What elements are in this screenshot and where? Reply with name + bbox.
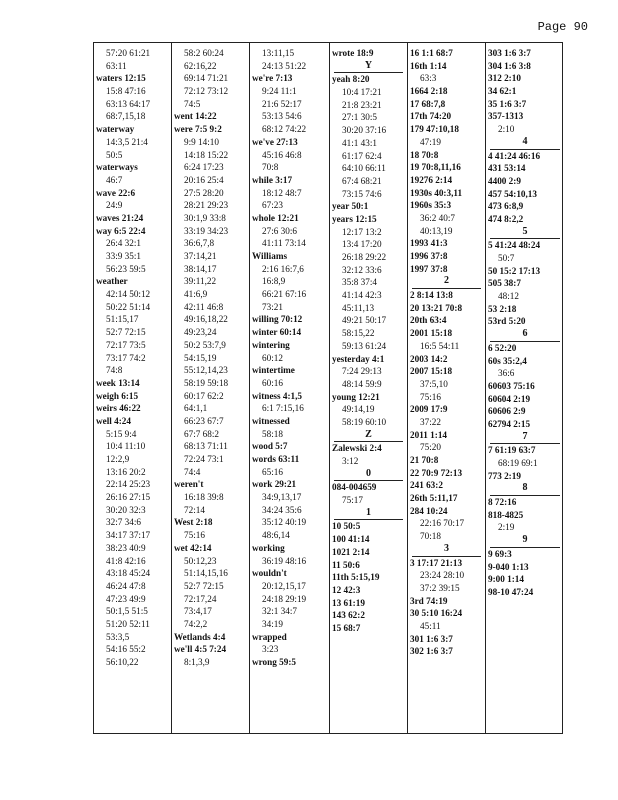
- index-page-ref: 37:22: [420, 416, 441, 427]
- index-headword: wood 5:7: [252, 441, 288, 452]
- index-page-ref: 28:21 29:23: [184, 200, 229, 211]
- index-headword: 284 10:24: [410, 505, 448, 516]
- index-page-ref: 35:12 40:19: [262, 517, 307, 528]
- index-page-ref: 63:13 64:17: [106, 98, 151, 109]
- index-headword: 34 62:1: [488, 86, 517, 97]
- index-page-ref: 73:21: [262, 301, 283, 312]
- index-page-ref: 2:10: [498, 124, 515, 135]
- index-headword: 53rd 5:20: [488, 316, 526, 327]
- index-page-ref: 51:14,15,16: [184, 568, 228, 579]
- index-page-ref: 41:14 42:3: [342, 290, 382, 301]
- index-page-ref: 58:19 59:18: [184, 377, 229, 388]
- index-headword: willing 70:12: [252, 314, 303, 325]
- index-page-ref: 74:4: [184, 466, 201, 477]
- index-headword: 143 62:2: [332, 610, 365, 621]
- index-page-ref: 21:6 52:17: [262, 98, 302, 109]
- index-column-4: [329, 43, 407, 733]
- index-page-ref: 32:1 34:7: [262, 606, 297, 617]
- index-headword: Wetlands 4:4: [174, 631, 226, 642]
- index-headword: 1021 2:14: [332, 546, 370, 557]
- index-headword: waterways: [96, 162, 138, 173]
- index-headword: 16th 1:14: [410, 60, 447, 71]
- index-headword: weather: [96, 276, 128, 287]
- index-headword: weirs 46:22: [96, 403, 141, 414]
- index-page-ref: 54:16 55:2: [106, 644, 146, 655]
- index-headword: 818-4825: [488, 509, 524, 520]
- index-headword: words 63:11: [252, 454, 300, 464]
- index-headword: young 12:21: [332, 391, 380, 402]
- index-page-ref: 61:17 62:4: [342, 150, 382, 161]
- index-headword: 9-040 1:13: [488, 561, 529, 572]
- index-column-5: [407, 43, 485, 733]
- index-page-ref: 72:12 73:12: [184, 86, 229, 97]
- index-headword: 30 5:10 16:24: [410, 608, 463, 619]
- index-page-ref: 50:7: [498, 253, 515, 263]
- index-page-ref: 75:17: [342, 495, 363, 506]
- index-headword: wintering: [252, 339, 290, 350]
- index-headword: 3 17:17 21:13: [410, 557, 463, 568]
- index-headword: weren't: [174, 479, 204, 490]
- index-page-ref: 27:6 30:6: [262, 225, 297, 236]
- index-page-ref: 34:17 37:17: [106, 530, 151, 541]
- index-page-ref: 3:12: [342, 456, 359, 466]
- index-headword: went 14:22: [174, 111, 217, 122]
- index-page-ref: 39:11,22: [184, 276, 217, 287]
- index-headword: 9 69:3: [488, 548, 512, 559]
- index-page-ref: 37:5,10: [420, 378, 448, 389]
- index-page-ref: 37:14,21: [184, 251, 217, 261]
- index-page-ref: 20:12,15,17: [262, 580, 306, 591]
- index-page-ref: 42:14 50:12: [106, 289, 151, 300]
- index-page-ref: 49:16,18,22: [184, 314, 228, 325]
- index-page-ref: 41:11 73:14: [262, 238, 306, 249]
- index-headword: 16 1:1 68:7: [410, 48, 453, 58]
- index-headword: waves 21:24: [96, 212, 144, 223]
- index-headword: 35 1:6 3:7: [488, 98, 527, 109]
- index-page-ref: 6:24 17:23: [184, 162, 224, 173]
- index-page-ref: 58:2 60:24: [184, 48, 224, 58]
- index-page-ref: 27:1 30:5: [342, 112, 377, 123]
- index-section-letter: 0: [334, 468, 403, 482]
- index-headword: 20 13:21 70:8: [410, 302, 463, 313]
- index-headword: 9:00 1:14: [488, 574, 524, 585]
- index-page-ref: 8:1,3,9: [184, 657, 210, 667]
- index-headword: 1997 37:8: [410, 263, 448, 274]
- index-page-ref: 46:7: [106, 174, 123, 185]
- index-page-ref: 38:23 40:9: [106, 542, 146, 553]
- index-page-ref: 12:17 13:2: [342, 226, 382, 237]
- index-page-ref: 50:12,23: [184, 555, 217, 566]
- index-page-ref: 36:19 48:16: [262, 555, 307, 566]
- index-headword: 302 1:6 3:7: [410, 646, 453, 657]
- index-headword: 21 70:8: [410, 455, 439, 465]
- index-headword: witnessed: [252, 415, 290, 426]
- index-page-ref: 16:5 54:11: [420, 340, 460, 351]
- index-page-ref: 36:6: [498, 368, 515, 379]
- index-headword: 13 61:19: [332, 597, 365, 608]
- index-page-ref: 20:16 25:4: [184, 174, 224, 185]
- page-number: Page 90: [537, 20, 588, 34]
- index-page-ref: 66:23 67:7: [184, 415, 224, 426]
- index-page-ref: 57:20 61:21: [106, 48, 151, 58]
- index-headword: 50 15:2 17:13: [488, 265, 541, 276]
- index-page-ref: 38:14,17: [184, 263, 217, 274]
- index-headword: year 50:1: [332, 201, 369, 212]
- index-page-ref: 26:18 29:22: [342, 252, 387, 262]
- index-page-ref: 49:14,19: [342, 404, 375, 415]
- index-page-ref: 74:8: [106, 365, 123, 376]
- index-page-ref: 63:11: [106, 60, 127, 71]
- index-page-ref: 16:8,9: [262, 276, 286, 287]
- index-page-ref: 33:9 35:1: [106, 251, 141, 261]
- index-page-ref: 37:2 39:15: [420, 582, 460, 593]
- index-headword: 26th 5:11,17: [410, 493, 458, 504]
- index-headword: 4 41:24 46:16: [488, 150, 541, 161]
- index-page-ref: 41:8 42:16: [106, 555, 146, 566]
- index-page-ref: 74:5: [184, 98, 201, 109]
- index-page-ref: 47:19: [420, 136, 441, 147]
- index-headword: 773 2:19: [488, 470, 521, 481]
- index-headword: weigh 6:15: [96, 390, 139, 401]
- index-headword: 7 61:19 63:7: [488, 445, 536, 456]
- index-section-letter: 5: [490, 226, 560, 240]
- index-headword: Zalewski 2:4: [332, 443, 382, 454]
- index-page-ref: 46:24 47:8: [106, 580, 146, 591]
- index-page-ref: 9:9 14:10: [184, 136, 219, 147]
- index-page-ref: 75:16: [184, 530, 205, 541]
- index-page-ref: 51:15,17: [106, 314, 139, 325]
- index-page-ref: 50:5: [106, 149, 123, 160]
- index-headword: witness 4:1,5: [252, 390, 303, 401]
- index-page-ref: 2:16 16:7,6: [262, 263, 304, 274]
- index-headword: waterway: [96, 124, 135, 135]
- index-headword: years 12:15: [332, 213, 377, 224]
- index-page-ref: 10:4 17:21: [342, 87, 382, 98]
- index-headword: 1996 37:8: [410, 251, 448, 261]
- index-page-ref: 18:12 48:7: [262, 187, 302, 198]
- index-headword: 179 47:10,18: [410, 124, 459, 135]
- index-page-ref: 45:11,13: [342, 302, 375, 313]
- index-page-ref: 72:17 73:5: [106, 339, 146, 350]
- index-headword: while 3:17: [252, 174, 293, 185]
- index-page-ref: 26:4 32:1: [106, 238, 141, 249]
- index-headword: 303 1:6 3:7: [488, 48, 531, 58]
- index-page-ref: 52:7 72:15: [106, 327, 146, 338]
- index-headword: 98-10 47:24: [488, 586, 534, 597]
- index-headword: 4400 2:9: [488, 175, 521, 186]
- index-page-ref: 32:7 34:6: [106, 517, 141, 528]
- index-page-ref: 75:20: [420, 442, 441, 453]
- index-page-ref: 70:8: [262, 162, 279, 173]
- index-headword: 1930s 40:3,11: [410, 187, 463, 198]
- index-headword: we'll 4:5 7:24: [174, 644, 227, 655]
- index-page-ref: 30:20 37:16: [342, 125, 387, 136]
- index-headword: 084-004659: [332, 482, 377, 493]
- index-headword: 474 8:2,2: [488, 213, 524, 224]
- index-page-ref: 24:18 29:19: [262, 593, 307, 604]
- index-section-letter: Y: [334, 60, 403, 74]
- index-page-ref: 45:16 46:8: [262, 149, 302, 160]
- index-page-ref: 73:4,17: [184, 606, 212, 617]
- index-page-ref: 45:11: [420, 620, 441, 631]
- index-headword: winter 60:14: [252, 327, 302, 338]
- index-page-ref: 51:20 52:11: [106, 618, 150, 629]
- index-headword: wave 22:6: [96, 187, 136, 198]
- index-page-ref: 13:4 17:20: [342, 239, 382, 250]
- index-page-ref: 50:1,5 51:5: [106, 606, 148, 617]
- index-headword: 18 70:8: [410, 149, 439, 160]
- index-section-letter: 4: [490, 136, 560, 150]
- index-headword: 304 1:6 3:8: [488, 60, 531, 71]
- index-page-ref: 41:6,9: [184, 289, 208, 300]
- index-page-ref: 50:2 53:7,9: [184, 339, 226, 350]
- index-section-letter: 9: [490, 534, 560, 548]
- index-headword: 62794 2:15: [488, 418, 531, 429]
- index-page-ref: 64:1,1: [184, 403, 208, 414]
- index-headword: yesterday 4:1: [332, 353, 385, 364]
- index-headword: wrapped: [252, 631, 287, 642]
- index-page-ref: 60:16: [262, 377, 283, 388]
- index-page-ref: 75:16: [420, 391, 441, 402]
- index-section-letter: 8: [490, 482, 560, 496]
- index-headword: 312 2:10: [488, 73, 521, 84]
- index-headword: 20th 63:4: [410, 315, 447, 326]
- index-headword: work 29:21: [252, 479, 297, 490]
- index-page-ref: 69:14 71:21: [184, 73, 229, 84]
- index-page-ref: 10:4 11:10: [106, 441, 146, 452]
- index-page-ref: 66:21 67:16: [262, 289, 307, 300]
- index-page-ref: 23:24 28:10: [420, 570, 465, 581]
- index-headword: West 2:18: [174, 517, 213, 528]
- index-page-ref: 24:13 51:22: [262, 60, 307, 71]
- index-section-letter: 7: [490, 431, 560, 445]
- index-headword: 2001 15:18: [410, 328, 453, 339]
- index-headword: wrote 18:9: [332, 48, 374, 58]
- index-page-ref: 55:12,14,23: [184, 365, 228, 376]
- index-page-ref: 6:1 7:15,16: [262, 403, 304, 414]
- index-section-letter: 1: [334, 507, 403, 521]
- index-headword: 12 42:3: [332, 584, 361, 595]
- index-headword: 6 52:20: [488, 342, 517, 353]
- index-headword: 5 41:24 48:24: [488, 240, 541, 251]
- index-page-ref: 16:18 39:8: [184, 492, 224, 503]
- index-headword: 457 54:10,13: [488, 188, 537, 199]
- index-page-ref: 14:18 15:22: [184, 149, 229, 160]
- index-column-3: [249, 43, 329, 733]
- index-headword: were 7:5 9:2: [174, 124, 222, 135]
- index-page-ref: 60:12: [262, 352, 283, 363]
- index-headword: 2003 14:2: [410, 353, 448, 364]
- index-page-ref: 68:13 71:11: [184, 441, 228, 452]
- index-page-ref: 54:15,19: [184, 352, 217, 363]
- index-page-ref: 70:18: [420, 531, 441, 542]
- index-page-ref: 52:7 72:15: [184, 580, 224, 591]
- index-headword: wouldn't: [252, 568, 287, 579]
- index-page-ref: 13:11,15: [262, 48, 295, 58]
- index-page-ref: 60:17 62:2: [184, 390, 224, 401]
- index-headword: whole 12:21: [252, 212, 299, 223]
- index-section-letter: 2: [412, 275, 481, 289]
- index-page-ref: 72:14: [184, 504, 205, 515]
- index-page-ref: 36:6,7,8: [184, 238, 215, 249]
- index-column-2: [171, 43, 249, 733]
- index-page-ref: 56:10,22: [106, 657, 139, 667]
- index-headword: 2011 1:14: [410, 429, 448, 440]
- index-headword: 60606 2:9: [488, 406, 526, 417]
- index-headword: 22 70:9 72:13: [410, 467, 463, 478]
- index-page-ref: 41:1 43:1: [342, 137, 377, 148]
- index-page-ref: 48:12: [498, 291, 519, 302]
- index-page-ref: 33:19 34:23: [184, 225, 229, 236]
- index-headword: way 6:5 22:4: [96, 225, 146, 236]
- index-page-ref: 43:18 45:24: [106, 568, 151, 579]
- index-column-6: [485, 43, 564, 733]
- index-page-ref: 68:19 69:1: [498, 458, 538, 468]
- index-headword: we've 27:13: [252, 136, 298, 147]
- index-section-letter: 6: [490, 328, 560, 342]
- index-headword: Williams: [252, 251, 288, 261]
- index-page-ref: 49:23,24: [184, 327, 217, 338]
- index-page-ref: 34:24 35:6: [262, 504, 302, 515]
- index-page-ref: 62:16,22: [184, 60, 217, 71]
- index-page-ref: 35:8 37:4: [342, 277, 377, 288]
- index-page-ref: 26:16 27:15: [106, 492, 151, 503]
- index-page-ref: 24:9: [106, 200, 123, 211]
- index-headword: 10 50:5: [332, 521, 361, 532]
- index-headword: 19276 2:14: [410, 174, 453, 185]
- index-headword: waters 12:15: [96, 73, 146, 84]
- index-page-ref: 49:21 50:17: [342, 315, 387, 326]
- index-page-ref: 3:23: [262, 644, 279, 655]
- index-column-1: [94, 43, 171, 733]
- index-page-ref: 47:23 49:9: [106, 593, 146, 604]
- index-headword: 2009 17:9: [410, 404, 448, 415]
- index-headword: 505 38:7: [488, 278, 521, 289]
- index-page-ref: 58:18: [262, 428, 283, 439]
- index-page-ref: 5:15 9:4: [106, 428, 137, 439]
- index-headword: 8 72:16: [488, 497, 517, 508]
- index-page-ref: 42:11 46:8: [184, 301, 224, 312]
- index-headword: 2007 15:18: [410, 366, 453, 377]
- index-headword: 60603 75:16: [488, 380, 535, 391]
- index-page-ref: 72:17,24: [184, 593, 217, 604]
- index-page-ref: 65:16: [262, 466, 283, 477]
- index-page-ref: 12:2,9: [106, 454, 130, 464]
- index-page-ref: 58:15,22: [342, 328, 375, 339]
- index-page-ref: 74:2,2: [184, 618, 208, 629]
- index-section-letter: Z: [334, 429, 403, 443]
- index-headword: working: [252, 542, 285, 553]
- index-page-ref: 40:13,19: [420, 225, 453, 236]
- index-page-ref: 67:4 68:21: [342, 175, 382, 186]
- index-headword: 1664 2:18: [410, 86, 448, 97]
- index-page-ref: 7:24 29:13: [342, 366, 382, 377]
- index-headword: 11th 5:15,19: [332, 572, 380, 583]
- index-page-ref: 53:3,5: [106, 631, 130, 642]
- index-page-ref: 48:14 59:9: [342, 378, 382, 389]
- index-page-ref: 2:19: [498, 522, 515, 533]
- index-page-ref: 67:23: [262, 200, 283, 211]
- index-page-ref: 30:1,9 33:8: [184, 212, 226, 223]
- index-page-ref: 73:15 74:6: [342, 188, 382, 199]
- index-page-ref: 48:6,14: [262, 530, 290, 541]
- index-page-ref: 15:8 47:16: [106, 86, 146, 97]
- index-page-ref: 32:12 33:6: [342, 264, 382, 275]
- index-page-ref: 14:3,5 21:4: [106, 136, 148, 147]
- index-headword: 17th 74:20: [410, 111, 452, 122]
- index-page-ref: 36:2 40:7: [420, 212, 455, 223]
- index-headword: 1960s 35:3: [410, 200, 452, 211]
- index-headword: 1993 41:3: [410, 238, 448, 249]
- index-page-ref: 34:19: [262, 618, 283, 629]
- index-page-ref: 63:3: [420, 73, 437, 84]
- index-headword: 60s 35:2,4: [488, 355, 527, 366]
- index-page-ref: 67:7 68:2: [184, 428, 219, 439]
- index-page-ref: 30:20 32:3: [106, 504, 146, 515]
- index-headword: 3rd 74:19: [410, 595, 448, 606]
- index-page-ref: 22:14 25:23: [106, 479, 151, 490]
- index-page-ref: 56:23 59:5: [106, 263, 146, 274]
- index-headword: week 13:14: [96, 377, 140, 388]
- index-headword: we're 7:13: [252, 73, 293, 84]
- index-headword: wrong 59:5: [252, 657, 296, 667]
- index-headword: wet 42:14: [174, 542, 212, 553]
- index-page-ref: 58:19 60:10: [342, 416, 387, 427]
- index-headword: wintertime: [252, 365, 295, 376]
- index-page-ref: 13:16 20:2: [106, 466, 146, 477]
- index-page-ref: 72:24 73:1: [184, 454, 224, 464]
- index-page-ref: 21:8 23:21: [342, 99, 382, 110]
- index-headword: 2 8:14 13:8: [410, 290, 453, 301]
- index-page-ref: 73:17 74:2: [106, 352, 146, 363]
- index-page-ref: 27:5 28:20: [184, 187, 224, 198]
- index-page-ref: 59:13 61:24: [342, 340, 387, 351]
- index-page-ref: 68:7,15,18: [106, 111, 146, 122]
- index-page-ref: 22:16 70:17: [420, 518, 465, 529]
- index-frame: [93, 42, 563, 734]
- index-headword: 53 2:18: [488, 303, 517, 314]
- index-page-ref: 68:12 74:22: [262, 124, 307, 135]
- index-section-letter: 3: [412, 543, 481, 557]
- index-headword: 431 53:14: [488, 163, 526, 174]
- index-page-ref: 64:10 66:11: [342, 163, 386, 174]
- index-headword: 301 1:6 3:7: [410, 633, 453, 644]
- index-headword: 241 63:2: [410, 480, 443, 491]
- index-headword: 357-1313: [488, 111, 524, 122]
- index-headword: 11 50:6: [332, 559, 360, 570]
- index-headword: 17 68:7,8: [410, 98, 446, 109]
- index-headword: yeah 8:20: [332, 74, 370, 85]
- index-headword: well 4:24: [96, 415, 131, 426]
- index-page-ref: 50:22 51:14: [106, 301, 151, 312]
- index-headword: 15 68:7: [332, 622, 361, 633]
- index-headword: 473 6:8,9: [488, 201, 524, 212]
- index-headword: 100 41:14: [332, 534, 370, 545]
- index-page-ref: 34:9,13,17: [262, 492, 302, 503]
- index-page-ref: 9:24 11:1: [262, 86, 297, 97]
- index-headword: 60604 2:19: [488, 393, 531, 404]
- index-page-ref: 53:13 54:6: [262, 111, 302, 122]
- index-headword: 19 70:8,11,16: [410, 162, 461, 173]
